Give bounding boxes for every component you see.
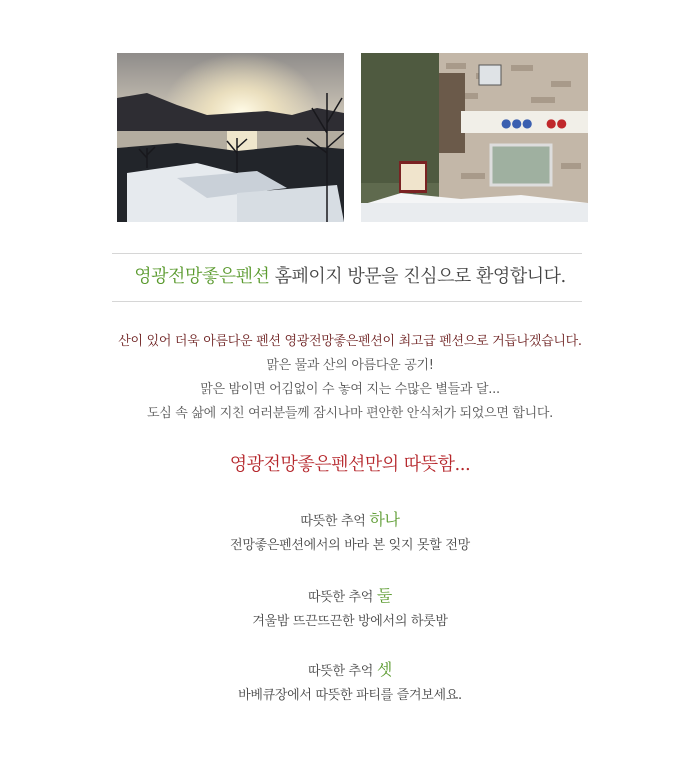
- memory-item: [0, 508, 700, 558]
- memory-description: 전망좋은펜션에서의 바라 본 잊지 못할 전망: [230, 538, 470, 553]
- memory-number: 셋: [376, 660, 393, 679]
- memory-prefix: 따뜻한 추억: [307, 664, 377, 679]
- svg-text:●●: ●●: [546, 116, 567, 130]
- intro-line: 도심 속 삶에 지친 여러분들께 잠시나마 편안한 안식처가 되었으면 합니다.: [146, 406, 554, 421]
- photo-gallery: [117, 53, 588, 222]
- warmth-heading: 영광전망좋은펜션만의 따뜻함...: [229, 454, 471, 475]
- intro-line: 맑은 밤이면 어김없이 수 놓여 지는 수많은 별들과 달...: [200, 382, 500, 397]
- divider-top: [112, 253, 582, 254]
- welcome-text: 홈페이지 방문을 진심으로 환영합니다.: [269, 266, 566, 287]
- memory-prefix: 따뜻한 추억: [300, 514, 370, 529]
- memory-description: 바베큐장에서 따뜻한 파티를 즐겨보세요.: [238, 688, 462, 703]
- memory-number: 둘: [376, 586, 393, 605]
- svg-text:●●●: ●●●: [501, 116, 533, 130]
- memory-description: 겨울밤 뜨끈뜨끈한 방에서의 하룻밤: [252, 614, 448, 629]
- sunset-lake-photo: [117, 53, 344, 222]
- memory-prefix: 따뜻한 추억: [307, 590, 377, 605]
- intro-paragraph: [0, 330, 700, 426]
- welcome-message: [0, 262, 700, 288]
- welcome-brand: 영광전망좋은펜션: [134, 266, 270, 287]
- memory-item: [0, 584, 700, 634]
- memory-number: 하나: [369, 510, 400, 529]
- divider-bottom: [112, 301, 582, 302]
- intro-lead: 산이 있어 더욱 아름다운 펜션 영광전망좋은펜션이 최고급 펜션으로 거듭나겠습니다.: [118, 334, 582, 349]
- pension-building-photo: [361, 53, 588, 222]
- memory-item: [0, 658, 700, 708]
- intro-line: 맑은 물과 산의 아름다운 공기!: [266, 358, 434, 373]
